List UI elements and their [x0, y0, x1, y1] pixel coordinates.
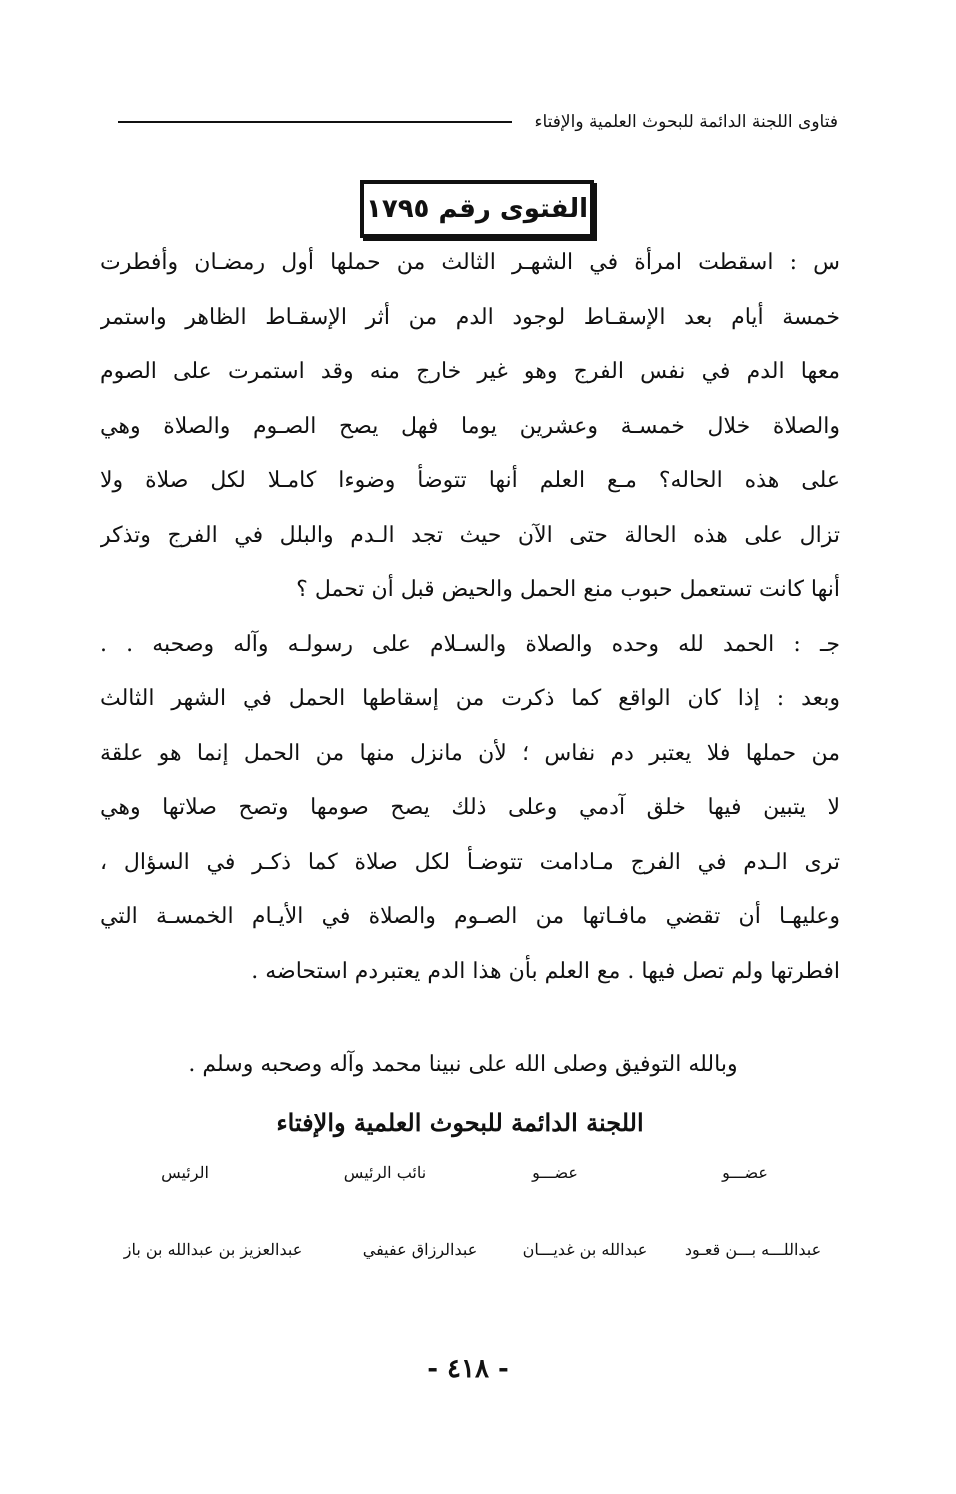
body-line: س : اسقطت امرأة في الشهـر الثالث من حملها أول رمضـان وأفطرت — [100, 250, 840, 275]
body-line: على هذه الحاله؟ مـع العلم أنها تتوضأ وضوءا كامـلا لكل صلاة ولا — [100, 468, 840, 493]
running-head — [118, 112, 838, 132]
running-head-text: فتاوى اللجنة الدائمة للبحوث العلمية والإفتاء — [534, 112, 838, 132]
signatory-role: عضـــو — [532, 1163, 578, 1182]
committee-name: اللجنة الدائمة للبحوث العلمية والإفتاء — [276, 1108, 644, 1137]
signatory-role: عضـــو — [722, 1163, 768, 1182]
body-line: أنها كانت تستعمل حبوب منع الحمل والحيض قبل أن تحمل ؟ — [296, 577, 840, 602]
body-line: جـ : الحمد لله وحده والصلاة والسـلام على رسولـه وآله وصحبه . . — [100, 631, 840, 657]
body-line: وعليهـا أن تقضي مافـاتها من الصـوم والصلاة في الأيـام الخمسـة التي — [100, 904, 840, 929]
body-line: لا يتبين فيها خلق آدمي وعلى ذلك يصح صومها وتصح صلاتها وهي — [100, 795, 840, 820]
signatory-name: عبدالرزاق عفيفي — [362, 1240, 478, 1259]
signatory-role: نائب الرئيس — [343, 1163, 427, 1182]
body-line: افطرتها ولم تصل فيها . مع العلم بأن هذا الدم يعتبردم استحاضه . — [251, 958, 840, 984]
signatory-name: عبدالعزيز بن عبدالله بن باز — [123, 1240, 303, 1259]
body-line: والصلاة خلال خمسـة وعشرين يوما فهل يصح الصـوم والصلاة وهي — [100, 413, 840, 439]
body-line: خمسة أيام بعد الإسقـاط لوجود الدم من أثر الإسقـاط الظاهر واستمر — [100, 304, 840, 330]
fatwa-body — [100, 236, 840, 999]
fatwa-title-box — [360, 180, 594, 238]
body-line: وبعد : إذا كان الواقع كما ذكرت من إسقاطها الحمل في الشهر الثالث — [100, 686, 840, 711]
body-line: من حملها فلا يعتبر دم نفاس ؛ لأن مانزل منها من الحمل إنما هو علقة — [100, 740, 840, 766]
body-line: معها الدم في نفس الفرج وهو غير خارج منه وقد استمرت على الصوم — [100, 359, 840, 384]
fatwa-title: الفتوى رقم ١٧٩٥ — [365, 194, 589, 224]
signatory-name: عبدالله بن غديـــان — [522, 1240, 648, 1259]
body-line: ترى الـدم في الفرج مـادامت تتوضـأ لكل صلاة كما ذكـر في السؤال ، — [100, 849, 840, 875]
signatory-role: الرئيس — [161, 1163, 209, 1182]
body-line: تزال على هذه الحالة حتى الآن حيث تجد الـدم والبلل في الفرج وتذكر — [100, 522, 840, 548]
signatory-name: عبداللـــه بـــن قعـود — [684, 1240, 822, 1259]
running-head-rule — [118, 121, 512, 123]
closing-line: وبالله التوفيق وصلى الله على نبينا محمد وآله وصحبه وسلم . — [188, 1052, 738, 1077]
page-number: - ٤١٨ - — [427, 1354, 509, 1384]
